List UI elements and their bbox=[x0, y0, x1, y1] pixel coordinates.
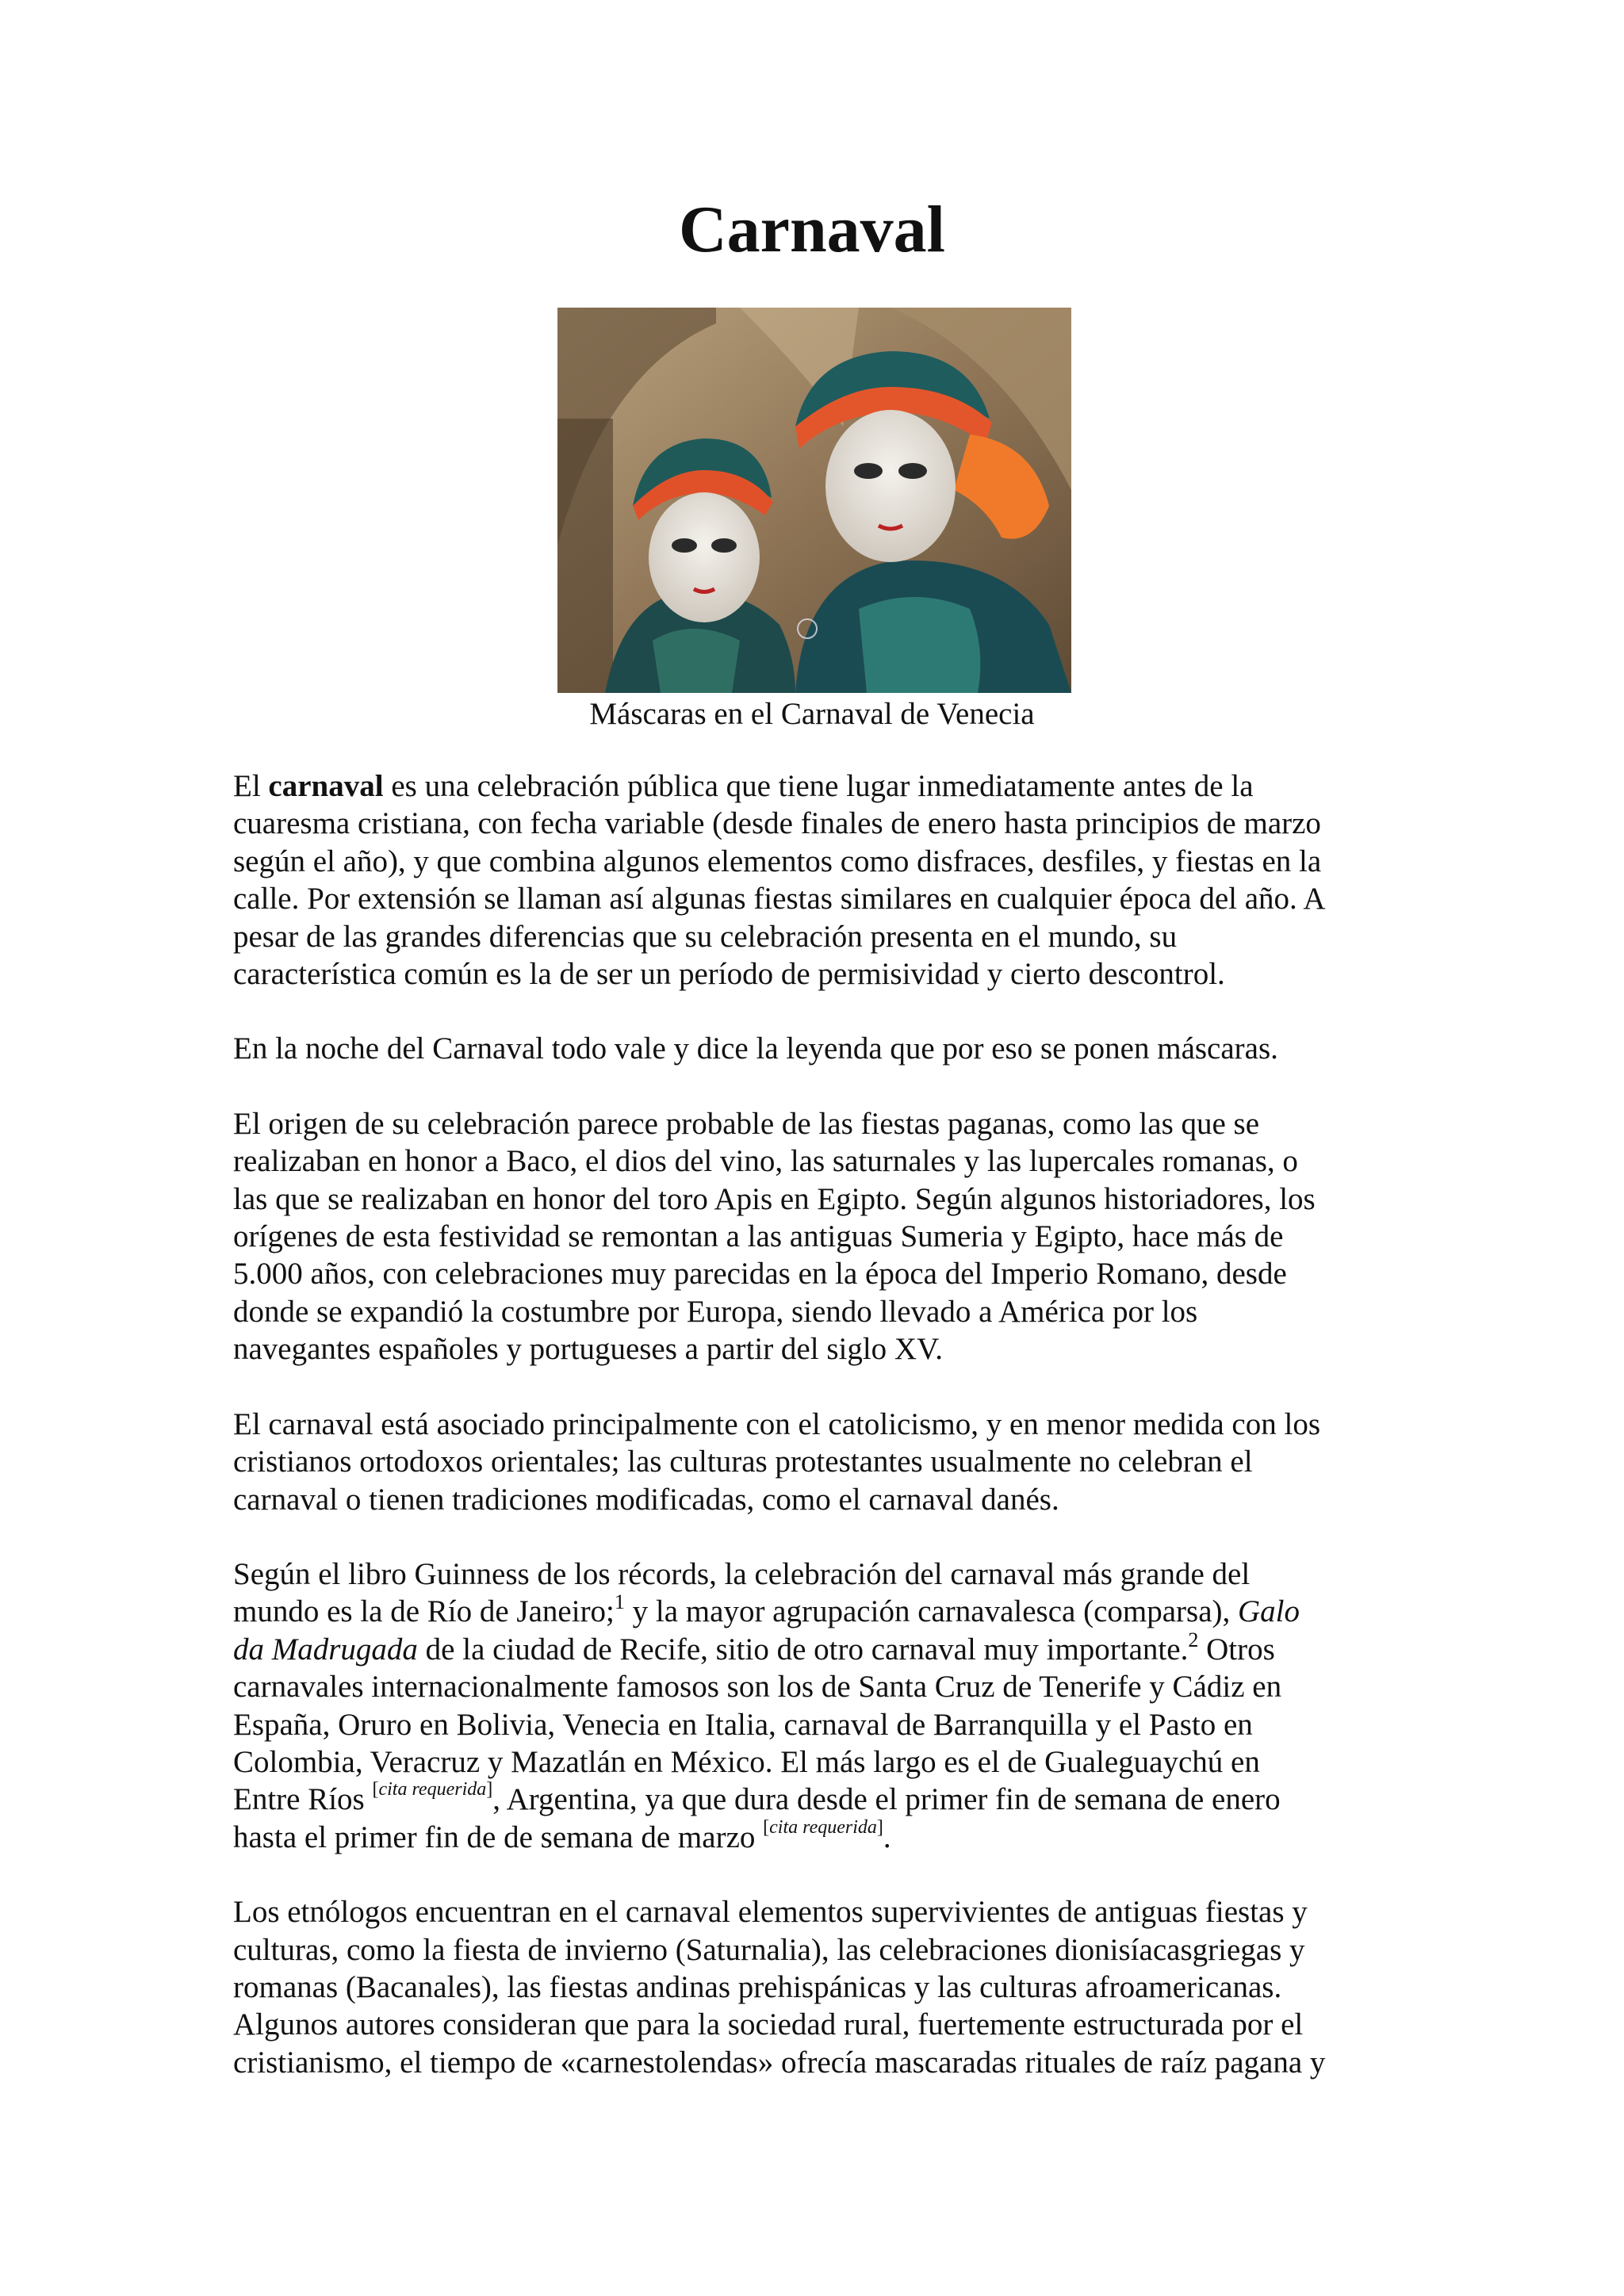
text-fragment: Entre Ríos bbox=[233, 1782, 373, 1817]
citation-needed[interactable]: [cita requerida] bbox=[372, 1779, 493, 1800]
paragraph-religion bbox=[233, 1406, 1407, 1518]
text-line: las que se realizaban en honor del toro Apis en Egipto. Según algunos historiadores, los bbox=[233, 1181, 1316, 1216]
text-line bbox=[233, 1781, 1407, 1818]
text-line: realizaban en honor a Baco, el dios del vino, las saturnales y las lupercales romanas, o bbox=[233, 1144, 1298, 1179]
figure-caption: Máscaras en el Carnaval de Venecia bbox=[589, 697, 1035, 731]
paragraph-origin bbox=[233, 1105, 1407, 1368]
text-line: carnavales internacionalmente famosos son los de Santa Cruz de Tenerife y Cádiz en bbox=[233, 1670, 1282, 1705]
italic-name: da Madrugada bbox=[233, 1632, 418, 1667]
citation-text: cita requerida bbox=[378, 1779, 487, 1800]
text-line: España, Oruro en Bolivia, Venecia en Italia, carnaval de Barranquilla y el Pasto en bbox=[233, 1707, 1253, 1742]
page-title: Carnaval bbox=[679, 193, 945, 266]
text-line: El origen de su celebración parece probable de las fiestas paganas, como las que se bbox=[233, 1106, 1260, 1141]
paragraph-legend bbox=[233, 1030, 1407, 1067]
text-line: característica común es la de ser un período de permisividad y cierto descontrol. bbox=[233, 957, 1225, 992]
text-line: Según el libro Guinness de los récords, la celebración del carnaval más grande del bbox=[233, 1556, 1251, 1591]
text-line: según el año), y que combina algunos elementos como disfraces, desfiles, y fiestas en la bbox=[233, 844, 1322, 878]
text-line: Algunos autores consideran que para la sociedad rural, fuertemente estructurada por el bbox=[233, 2007, 1304, 2042]
text-line: pesar de las grandes diferencias que su celebración presenta en el mundo, su bbox=[233, 919, 1178, 954]
article-body bbox=[233, 767, 1407, 2118]
text-fragment: Otros bbox=[1198, 1632, 1275, 1667]
text-line: El carnaval está asociado principalmente con el catolicismo, y en menor medida con los bbox=[233, 1406, 1320, 1441]
text-line: culturas, como la fiesta de invierno (Saturnalia), las celebraciones dionisíacasgriegas y bbox=[233, 1932, 1305, 1967]
italic-name: Galo bbox=[1238, 1594, 1300, 1629]
text-line bbox=[233, 1590, 1407, 1630]
citation-text: cita requerida bbox=[769, 1816, 877, 1838]
footnote-ref-2[interactable]: 2 bbox=[1188, 1628, 1199, 1651]
text-fragment: El bbox=[233, 769, 269, 803]
text-line: cristianos ortodoxos orientales; las culturas protestantes usualmente no celebran el bbox=[233, 1445, 1253, 1479]
text-line: orígenes de esta festividad se remontan a las antiguas Sumeria y Egipto, hace más de bbox=[233, 1219, 1284, 1254]
text-line bbox=[233, 1816, 1407, 1856]
text-line: 5.000 años, con celebraciones muy parecidas en la época del Imperio Romano, desde bbox=[233, 1257, 1287, 1292]
article-photo bbox=[557, 308, 1071, 693]
paragraph-definition bbox=[233, 767, 1407, 993]
text-line bbox=[233, 1628, 1407, 1668]
text-fragment: hasta el primer fin de de semana de marzo bbox=[233, 1820, 764, 1854]
text-line bbox=[233, 767, 1407, 805]
text-line: donde se expandió la costumbre por Europa, siendo llevado a América por los bbox=[233, 1294, 1198, 1329]
text-fragment: mundo es la de Río de Janeiro; bbox=[233, 1594, 615, 1629]
text-line: En la noche del Carnaval todo vale y dice la leyenda que por eso se ponen máscaras. bbox=[233, 1031, 1278, 1066]
text-line: cristianismo, el tiempo de «carnestolendas» ofrecía mascaradas rituales de raíz pagana y bbox=[233, 2045, 1326, 2080]
text-fragment: y la mayor agrupación carnavalesca (comparsa), bbox=[624, 1594, 1239, 1629]
text-line: Colombia, Veracruz y Mazatlán en México. El más largo es el de Gualeguaychú en bbox=[233, 1744, 1260, 1779]
paragraph-records bbox=[233, 1556, 1407, 1856]
text-line: navegantes españoles y portugueses a partir del siglo XV. bbox=[233, 1332, 943, 1367]
text-fragment: . bbox=[883, 1820, 891, 1854]
citation-needed[interactable]: [cita requerida] bbox=[763, 1816, 883, 1838]
footnote-ref-1[interactable]: 1 bbox=[614, 1590, 625, 1614]
paragraph-ethnology bbox=[233, 1893, 1407, 2081]
venice-masks-illustration bbox=[557, 308, 1071, 693]
bold-term: carnaval bbox=[268, 769, 384, 803]
text-line: Los etnólogos encuentran en el carnaval elementos supervivientes de antiguas fiestas y bbox=[233, 1895, 1308, 1930]
text-fragment: , Argentina, ya que dura desde el primer fin de semana de enero bbox=[492, 1782, 1281, 1817]
text-line: cuaresma cristiana, con fecha variable (desde finales de enero hasta principios de marzo bbox=[233, 806, 1321, 841]
text-line: calle. Por extensión se llaman así algunas fiestas similares en cualquier época del año. A bbox=[233, 882, 1326, 916]
text-fragment: de la ciudad de Recife, sitio de otro carnaval muy importante. bbox=[417, 1632, 1189, 1667]
text-fragment: es una celebración pública que tiene lugar inmediatamente antes de la bbox=[383, 769, 1254, 803]
text-line: carnaval o tienen tradiciones modificadas, como el carnaval danés. bbox=[233, 1482, 1059, 1517]
text-line: romanas (Bacanales), las fiestas andinas prehispánicas y las culturas afroamericanas. bbox=[233, 1969, 1282, 2004]
